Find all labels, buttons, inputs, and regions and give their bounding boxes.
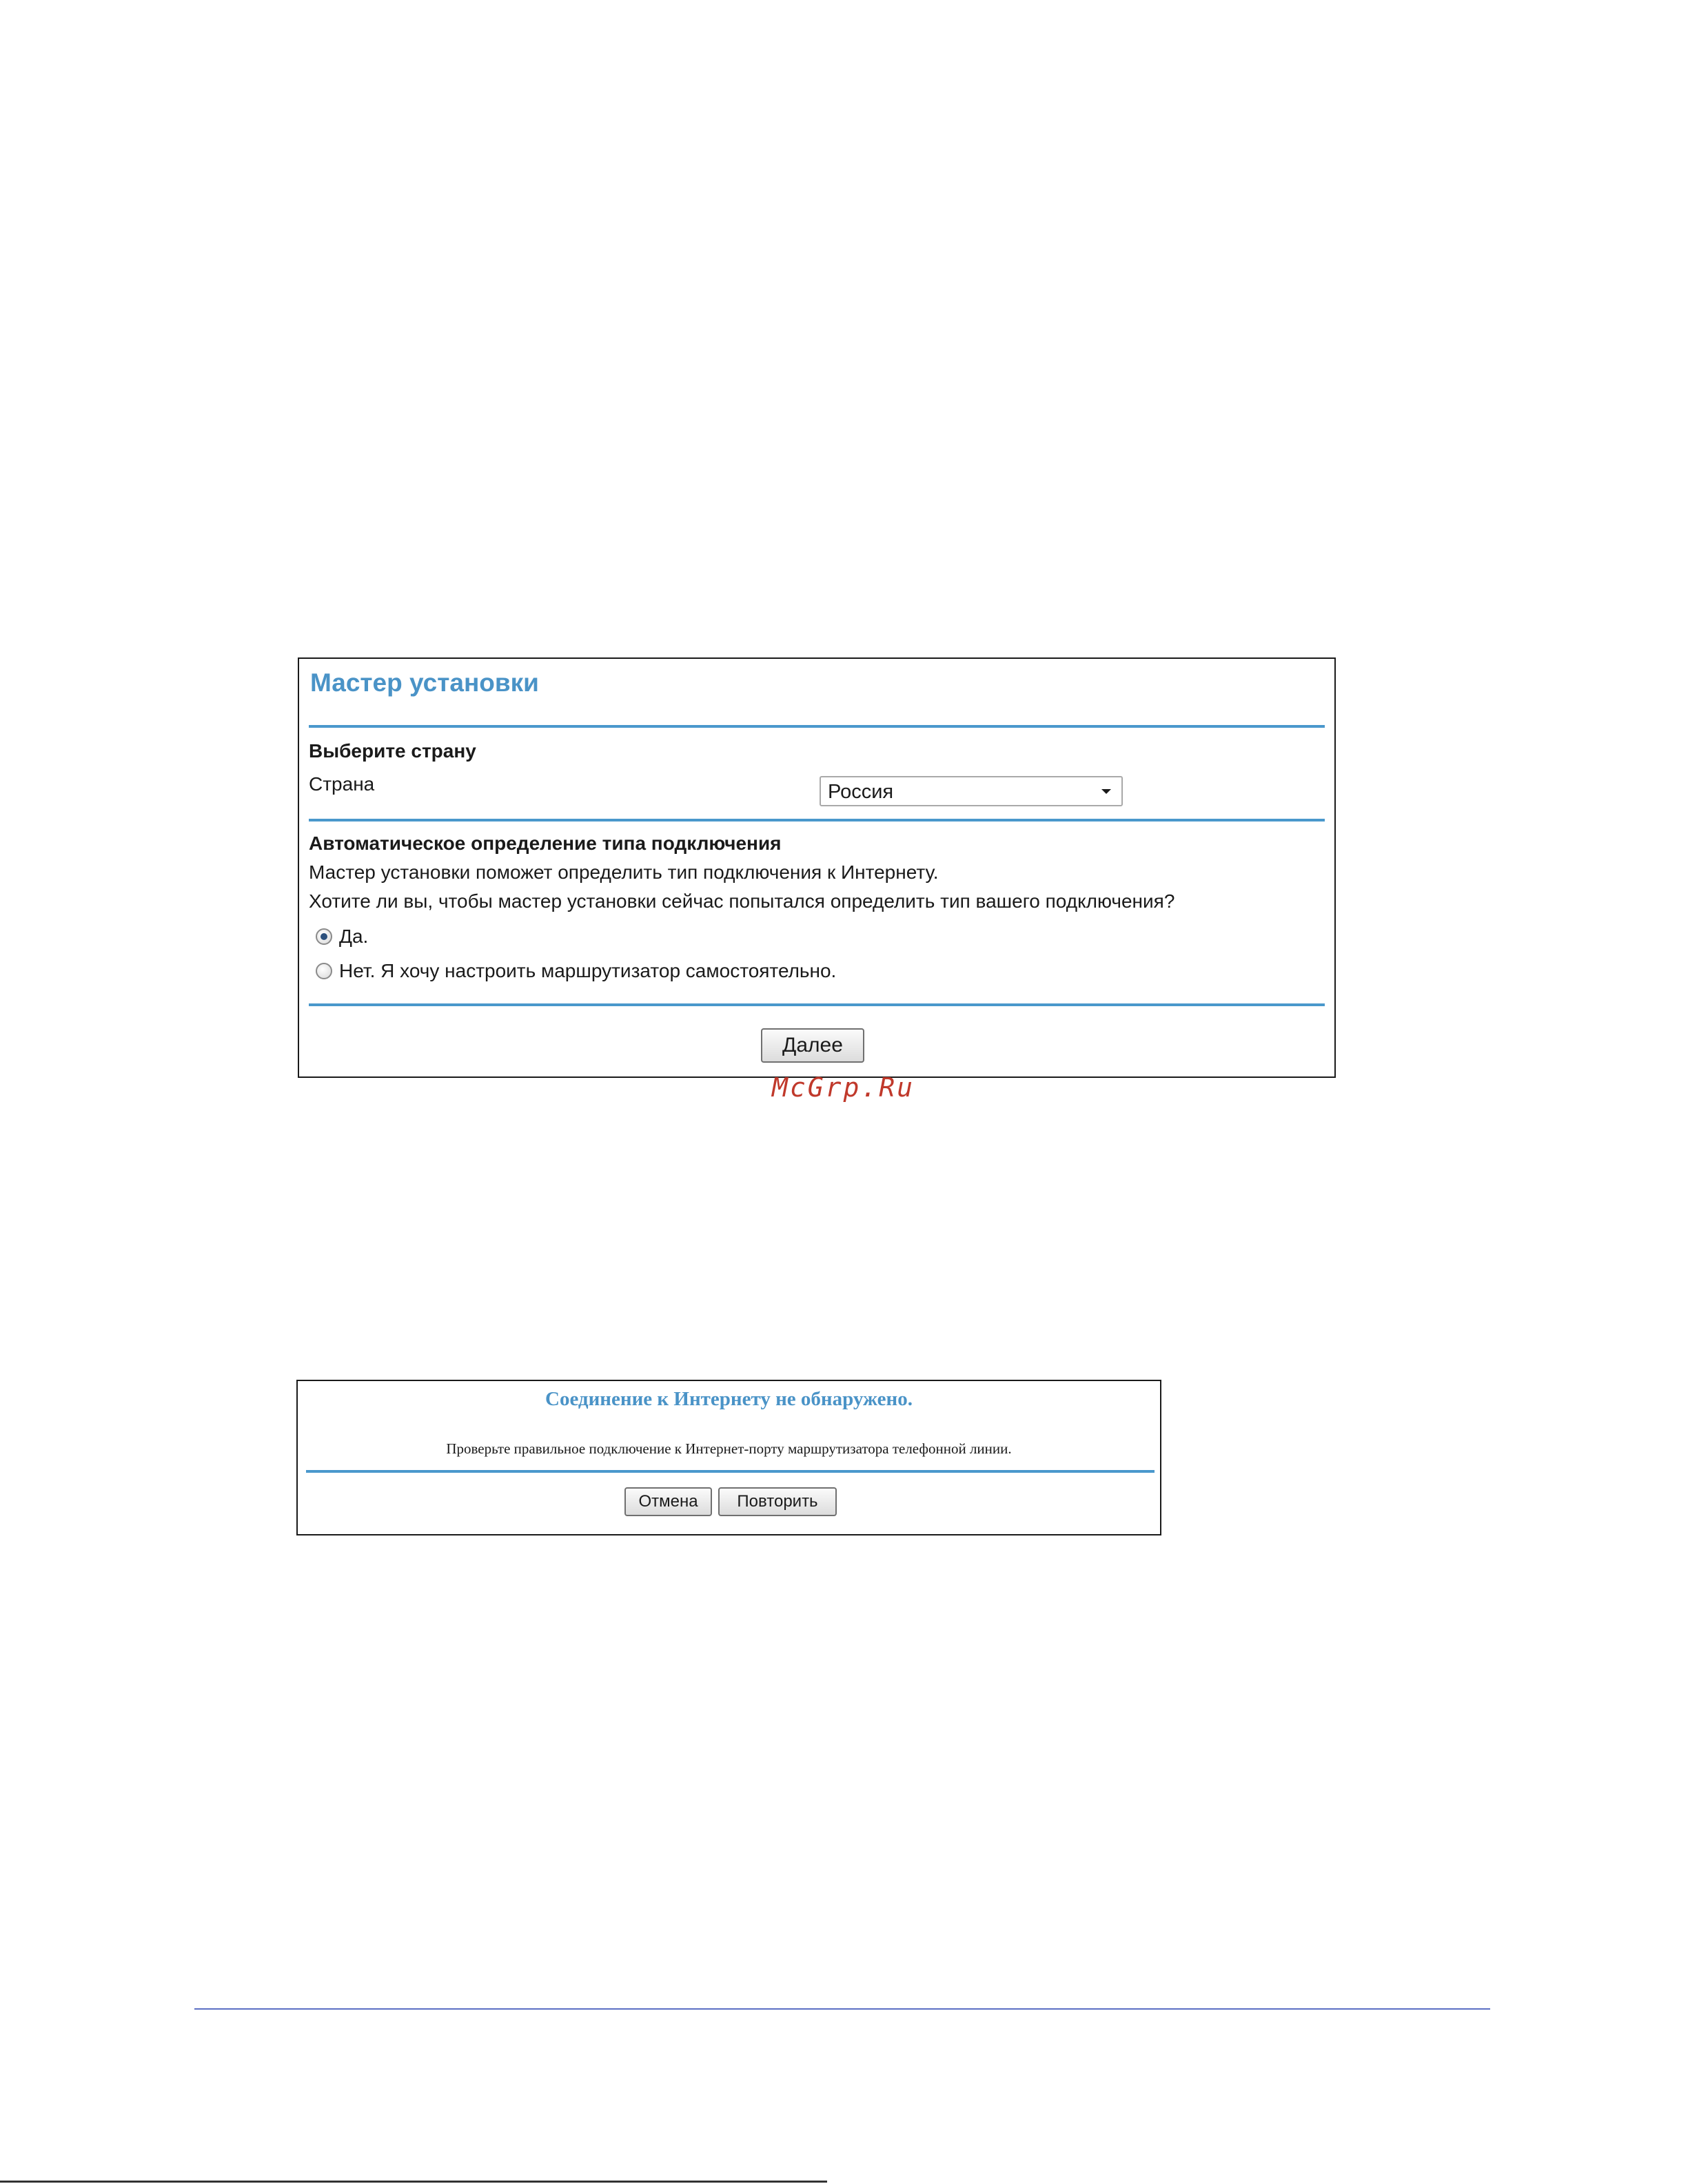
setup-wizard-panel (298, 657, 1336, 1078)
radio-label-no: Нет. Я хочу настроить маршрутизатор самостоятельно. (339, 960, 837, 981)
dialog-title: Соединение к Интернету не обнаружено. (545, 1388, 913, 1410)
retry-button[interactable]: Повторить (718, 1487, 837, 1516)
detect-section-heading: Автоматическое определение типа подключения (309, 833, 782, 854)
radio-label-yes: Да. (339, 926, 369, 947)
watermark-text: McGrp.Ru (772, 1072, 915, 1103)
country-select-value: Россия (828, 781, 894, 803)
next-button[interactable]: Далее (761, 1028, 864, 1063)
divider (309, 1003, 1325, 1006)
country-label: Страна (309, 773, 375, 795)
page-footer-divider (194, 2008, 1490, 2010)
divider (309, 725, 1325, 728)
chevron-down-icon (1098, 784, 1115, 798)
radio-button-checked[interactable] (316, 928, 332, 945)
page-bottom-edge (0, 2181, 827, 2183)
divider (306, 1470, 1155, 1473)
country-select[interactable] (820, 776, 1123, 806)
radio-button-unchecked[interactable] (316, 963, 332, 979)
radio-option-no[interactable] (316, 959, 836, 983)
radio-option-yes[interactable] (316, 925, 368, 948)
cancel-button[interactable]: Отмена (624, 1487, 712, 1516)
wizard-title: Мастер установки (310, 669, 539, 697)
no-connection-dialog (296, 1380, 1161, 1535)
country-section-heading: Выберите страну (309, 740, 476, 762)
divider (309, 819, 1325, 821)
detect-question: Хотите ли вы, чтобы мастер установки сейчас попытался определить тип вашего подключения? (309, 890, 1175, 912)
detect-description: Мастер установки поможет определить тип подключения к Интернету. (309, 861, 939, 883)
dialog-message: Проверьте правильное подключение к Интернет-порту маршрутизатора телефонной линии. (446, 1440, 1012, 1457)
